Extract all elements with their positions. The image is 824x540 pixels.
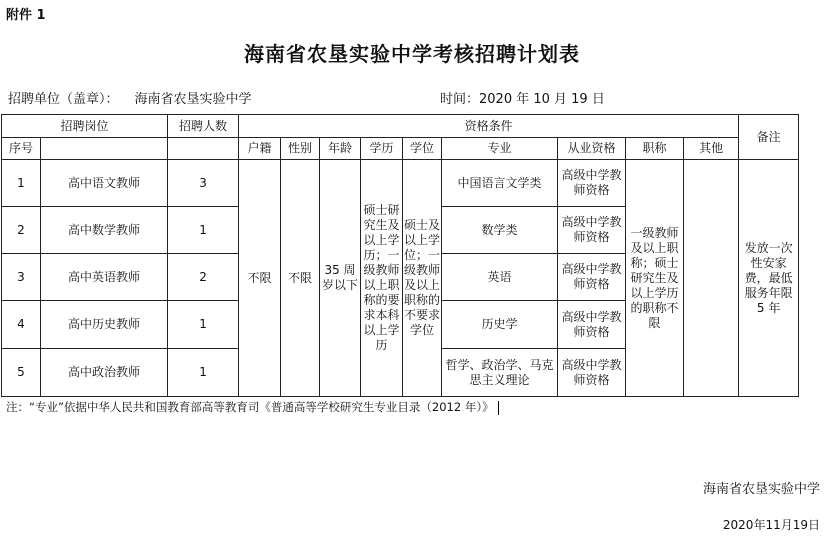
row-cert: 高级中学教师资格 <box>558 254 626 301</box>
row-cert: 高级中学教师资格 <box>558 349 626 397</box>
row-cert: 高级中学教师资格 <box>558 207 626 254</box>
header-degree: 学位 <box>403 138 442 160</box>
row-position: 高中语文教师 <box>41 160 168 207</box>
row-seq: 1 <box>2 160 41 207</box>
header-count-blank <box>168 138 239 160</box>
footnote <box>6 399 499 415</box>
row-cert: 高级中学教师资格 <box>558 160 626 207</box>
title-cell: 一级教师及以上职称；硕士研究生及以上学历的职称不限 <box>626 160 684 397</box>
header-position: 招聘岗位 <box>2 115 168 138</box>
row-major: 数学类 <box>442 207 558 254</box>
row-count: 3 <box>168 160 239 207</box>
footnote-text: 注：“专业”依据中华人民共和国教育部高等教育司《普通高等学校研究生专业目录（2012 年）》 <box>6 400 494 414</box>
header-seq: 序号 <box>2 138 41 160</box>
education-cell: 硕士研究生及以上学历；一级教师以上职称的要求本科以上学历 <box>361 160 403 397</box>
row-position: 高中数学教师 <box>41 207 168 254</box>
recruiting-unit-line <box>8 88 252 107</box>
header-title: 职称 <box>626 138 684 160</box>
row-major: 中国语言文学类 <box>442 160 558 207</box>
degree-cell: 硕士及以上学位；一级教师及以上职称的不要求学位 <box>403 160 442 397</box>
header-qualifications: 资格条件 <box>239 115 739 138</box>
row-seq: 5 <box>2 349 41 397</box>
row-position: 高中英语教师 <box>41 254 168 301</box>
header-row-2 <box>2 138 799 160</box>
row-seq: 3 <box>2 254 41 301</box>
row-cert: 高级中学教师资格 <box>558 301 626 349</box>
recruiting-unit-value: 海南省农垦实验中学 <box>134 92 252 107</box>
row-major: 英语 <box>442 254 558 301</box>
header-age: 年龄 <box>320 138 361 160</box>
header-remarks: 备注 <box>739 115 799 160</box>
attachment-label: 附件 1 <box>6 8 46 23</box>
signature-date: 2020年11月19日 <box>722 518 820 532</box>
row-seq: 4 <box>2 301 41 349</box>
row-seq: 2 <box>2 207 41 254</box>
header-other: 其他 <box>684 138 739 160</box>
row-count: 1 <box>168 349 239 397</box>
signature-org: 海南省农垦实验中学 <box>702 482 820 497</box>
row-count: 1 <box>168 207 239 254</box>
header-education: 学历 <box>361 138 403 160</box>
other-cell <box>684 160 739 397</box>
row-major: 历史学 <box>442 301 558 349</box>
recruitment-plan-table <box>1 114 799 397</box>
row-count: 2 <box>168 254 239 301</box>
text-cursor[interactable] <box>498 401 499 415</box>
remarks-cell: 发放一次性安家费，最低服务年限 5 年 <box>739 160 799 397</box>
table-row <box>2 160 799 207</box>
header-hukou: 户籍 <box>239 138 281 160</box>
header-cert: 从业资格 <box>558 138 626 160</box>
date-line: 时间：2020 年 10 月 19 日 <box>440 92 605 107</box>
header-position-blank <box>41 138 168 160</box>
header-major: 专业 <box>442 138 558 160</box>
gender-cell: 不限 <box>281 160 320 397</box>
header-count: 招聘人数 <box>168 115 239 138</box>
header-gender: 性别 <box>281 138 320 160</box>
row-position: 高中政治教师 <box>41 349 168 397</box>
row-major: 哲学、政治学、马克思主义理论 <box>442 349 558 397</box>
recruiting-unit-label: 招聘单位（盖章）： <box>8 92 119 107</box>
header-row-1 <box>2 115 799 138</box>
age-cell: 35 周岁以下 <box>320 160 361 397</box>
page-title: 海南省农垦实验中学考核招聘计划表 <box>244 42 580 66</box>
row-count: 1 <box>168 301 239 349</box>
hukou-cell: 不限 <box>239 160 281 397</box>
row-position: 高中历史教师 <box>41 301 168 349</box>
